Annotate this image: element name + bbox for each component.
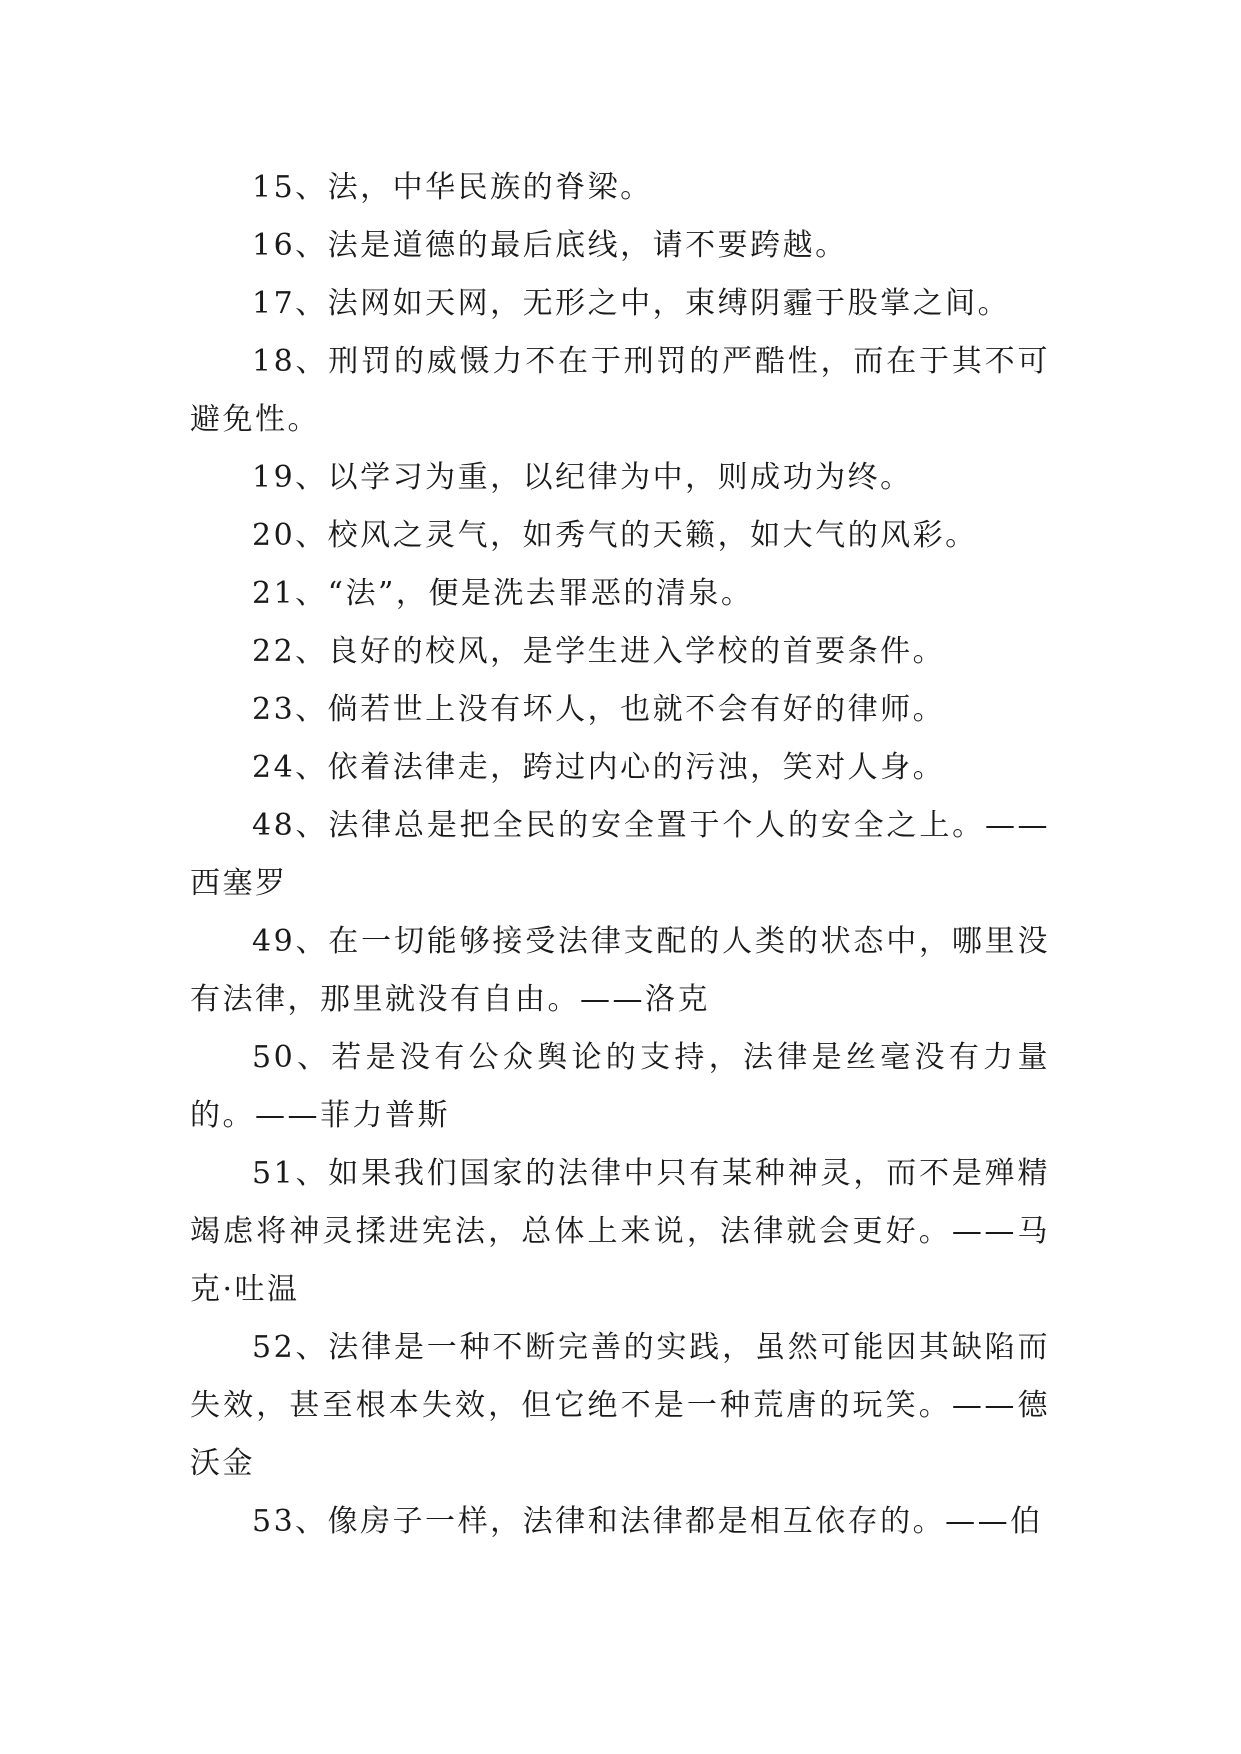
paragraph-16: 16、法是道德的最后底线，请不要跨越。 — [252, 228, 848, 263]
paragraph-52: 52、法律是一种不断完善的实践，虽然可能因其缺陷而失效，甚至根本失效，但它绝不是一种荒唐的玩笑。——德沃金 — [190, 1330, 1050, 1481]
paragraph-49: 49、在一切能够接受法律支配的人类的状态中，哪里没有法律，那里就没有自由。——洛克 — [190, 924, 1050, 1017]
paragraph-50: 50、若是没有公众舆论的支持，法律是丝毫没有力量的。——菲力普斯 — [190, 1040, 1050, 1133]
paragraph-51: 51、如果我们国家的法律中只有某种神灵，而不是殚精竭虑将神灵揉进宪法，总体上来说，法律就会更好。——马克·吐温 — [190, 1156, 1050, 1307]
paragraph-17: 17、法网如天网，无形之中，束缚阴霾于股掌之间。 — [252, 286, 1011, 321]
paragraph-19: 19、以学习为重，以纪律为中，则成功为终。 — [252, 460, 913, 495]
paragraph-18: 18、刑罚的威慑力不在于刑罚的严酷性，而在于其不可避免性。 — [190, 344, 1050, 437]
paragraph-15: 15、法，中华民族的脊梁。 — [252, 170, 653, 205]
paragraph-23: 23、倘若世上没有坏人，也就不会有好的律师。 — [252, 692, 946, 727]
paragraph-20: 20、校风之灵气，如秀气的天籁，如大气的风彩。 — [252, 518, 978, 553]
paragraph-21: 21、“法”，便是洗去罪恶的清泉。 — [252, 576, 754, 611]
paragraph-22: 22、良好的校风，是学生进入学校的首要条件。 — [252, 634, 946, 669]
paragraph-48: 48、法律总是把全民的安全置于个人的安全之上。——西塞罗 — [190, 808, 1050, 901]
document-body — [190, 159, 1050, 1551]
paragraph-53: 53、像房子一样，法律和法律都是相互依存的。——伯 — [252, 1504, 1043, 1539]
paragraph-24: 24、依着法律走，跨过内心的污浊，笑对人身。 — [252, 750, 946, 785]
